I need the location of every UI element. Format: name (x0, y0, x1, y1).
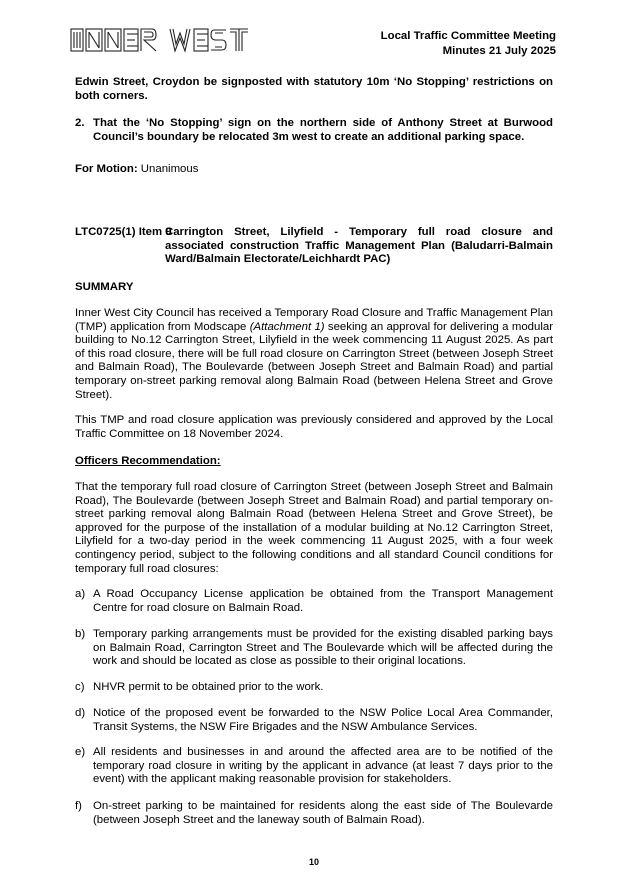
condition-b (75, 628, 553, 669)
condition-text: Temporary parking arrangements must be provided for the existing disabled parking bays on Balmain Road, Carrington Street and The Boulevarde which will be affected during the work and should be located as close as possible to their original locations. (93, 628, 553, 668)
page-number: 10 (308, 857, 319, 867)
motion-value: Unanimous (137, 163, 199, 175)
condition-text: All residents and businesses in and around the affected area are to be notified of the temporary road closure in writing by the applicant in advance (at least 7 days prior to the event) with the applicant making reasonable provision for stakeholders. (93, 746, 553, 786)
recommendation-heading: Officers Recommendation: (75, 455, 221, 467)
condition-text: NHVR permit to be obtained prior to the work. (93, 681, 324, 693)
condition-label: c) (75, 681, 85, 693)
point-number: 2. (75, 117, 85, 129)
summary-paragraph-2: This TMP and road closure application was previously considered and approved by the Local Traffic Committee on 18 November 2024. (75, 414, 553, 440)
condition-text: A Road Occupancy License application be obtained from the Transport Management Centre for road closure on Balmain Road. (93, 588, 553, 614)
condition-d (75, 707, 553, 734)
meeting-title: Local Traffic Committee Meeting (380, 30, 556, 42)
recommendation-intro: That the temporary full road closure of Carrington Street (between Joseph Street and Balmain Road), The Boulevarde (between Joseph Street and Balmain Road) and partial temporary on-street parking removal along Balmain Road (between Helena Street and Grove Street), be approved for the purpose of the installation of a modular building at No.12 Carrington Street, Lilyfield for a two-day period in the week commencing 11 August 2025, with a four week contingency period, subject to the following conditions and all standard Council conditions for temporary full road closures: (75, 481, 553, 575)
condition-label: a) (75, 588, 86, 600)
condition-label: d) (75, 707, 86, 719)
summary-text-b: seeking an approval for delivering a modular building to No.12 Carrington Street, Lilyfield in the week commencing 11 August 2025. As part of this road closure, there will be full road closure on Carrington Street (between Joseph Street and Balmain Road), The Boulevarde (between Joseph Street and Balmain Road) and partial temporary on-street parking removal along Balmain Road (between Helena Street and Grove Street). (75, 320, 553, 401)
condition-label: f) (75, 800, 82, 812)
item-title: Carrington Street, Lilyfield - Temporary full road closure and associated construction Traffic Management Plan (Baludarri-Balmain Ward/Balmain Electorate/Leichhardt PAC) (165, 226, 553, 266)
intro-paragraph: Edwin Street, Croydon be signposted with statutory 10m ‘No Stopping’ restrictions on both corners. (75, 76, 553, 102)
condition-c (75, 681, 553, 695)
condition-text: Notice of the proposed event be forwarded to the NSW Police Local Area Commander, Transit Systems, the NSW Fire Brigades and the NSW Ambulance Services. (93, 707, 553, 733)
item-heading (75, 226, 553, 267)
summary-paragraph-1 (75, 307, 553, 402)
condition-f (75, 800, 553, 827)
motion-line (75, 163, 553, 177)
attachment-reference: (Attachment 1) (249, 320, 325, 333)
inner-west-logo (70, 26, 270, 56)
summary-text-a: Inner West City Council has received a Temporary Road Closure and Traffic Management Plan (TMP) application from Modscape (75, 307, 553, 333)
page-header (381, 29, 556, 59)
minutes-date: Minutes 21 July 2025 (442, 45, 556, 57)
summary-heading: SUMMARY (75, 281, 134, 293)
condition-e (75, 746, 553, 787)
condition-a (75, 588, 553, 615)
item-code: LTC0725(1) Item 9 (75, 226, 172, 238)
numbered-point-2 (75, 117, 553, 144)
motion-label: For Motion: (75, 163, 138, 175)
condition-label: e) (75, 746, 86, 758)
point-text: That the ‘No Stopping’ sign on the northern side of Anthony Street at Burwood Council’s boundary be relocated 3m west to create an additional parking space. (93, 117, 553, 143)
condition-text: On-street parking to be maintained for residents along the east side of The Boulevarde (between Joseph Street and the laneway south of Balmain Road). (93, 800, 553, 826)
condition-label: b) (75, 628, 86, 640)
